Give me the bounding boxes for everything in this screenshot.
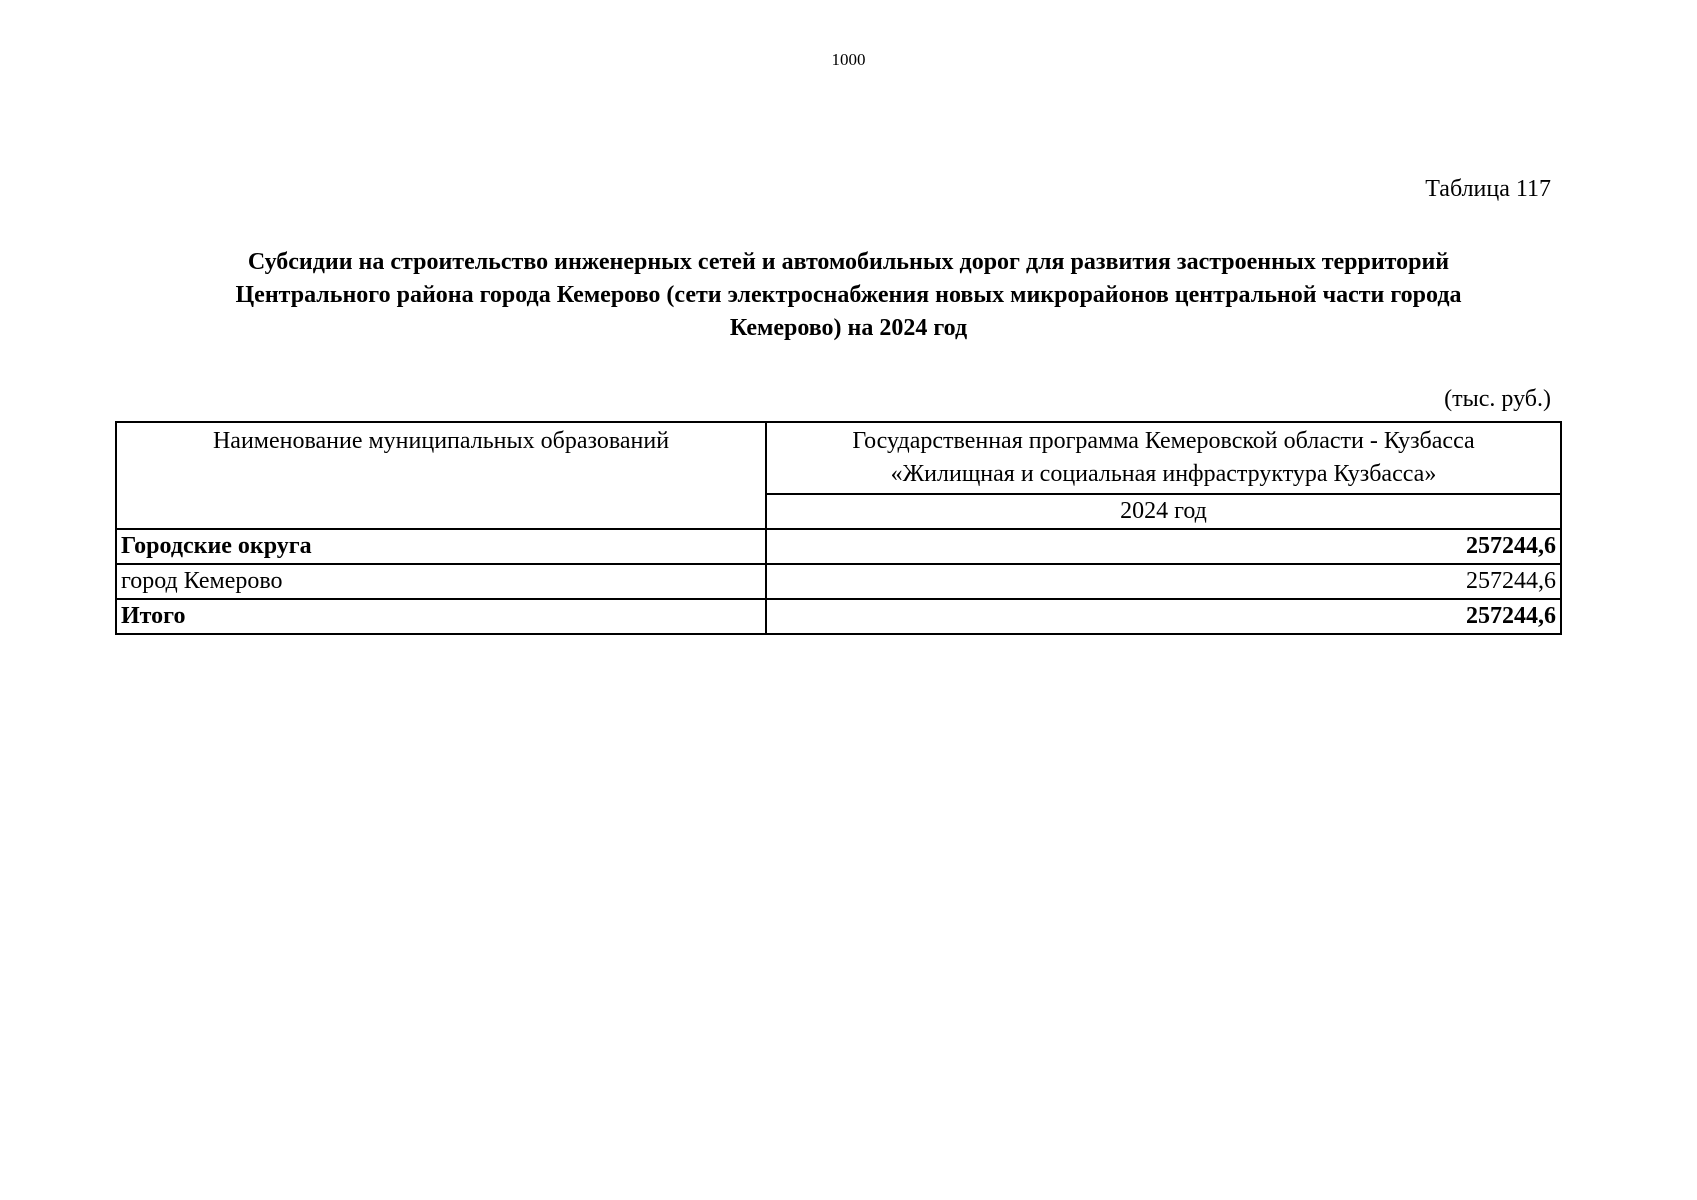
- header-program: [766, 422, 1561, 494]
- table-row: [116, 529, 1561, 564]
- table-row: [116, 599, 1561, 634]
- header-program-line: «Жилищная и социальная инфраструктура Кузбасса»: [890, 461, 1437, 487]
- units-label: (тыс. руб.): [1444, 386, 1551, 412]
- table-row: [116, 564, 1561, 599]
- header-row: [116, 422, 1561, 494]
- row-name-cell: город Кемерово: [116, 564, 766, 599]
- page-number: 1000: [831, 50, 866, 69]
- row-value-cell: 257244,6: [766, 529, 1561, 564]
- subsidy-table: [115, 421, 1562, 635]
- row-value-cell: 257244,6: [766, 564, 1561, 599]
- table-number: Таблица 117: [1425, 176, 1551, 202]
- header-year: 2024 год: [766, 494, 1561, 529]
- header-municipality-name: Наименование муниципальных образований: [116, 422, 766, 529]
- row-name-cell: Итого: [116, 599, 766, 634]
- title-line: Субсидии на строительство инженерных сетей и автомобильных дорог для развития застроенных территорий: [247, 249, 1450, 275]
- header-program-line: Государственная программа Кемеровской области - Кузбасса: [852, 428, 1475, 454]
- row-value-cell: 257244,6: [766, 599, 1561, 634]
- title-line: Центрального района города Кемерово (сети электроснабжения новых микрорайонов центральной части города: [235, 282, 1462, 308]
- row-name-cell: Городские округа: [116, 529, 766, 564]
- title-line: Кемерово) на 2024 год: [729, 315, 968, 341]
- document-title: [130, 246, 1567, 345]
